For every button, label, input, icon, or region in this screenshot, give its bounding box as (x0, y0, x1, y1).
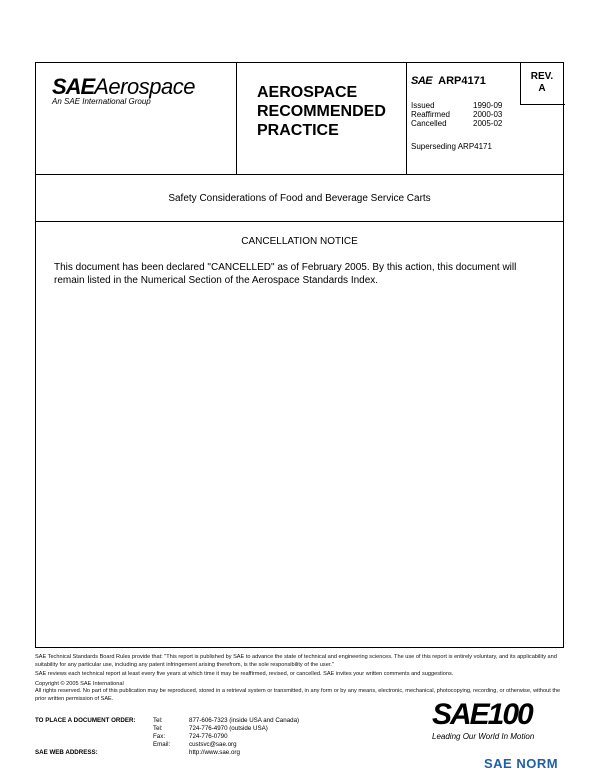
date-row: Issued 1990-09 (411, 101, 503, 110)
email-link[interactable]: custsvc@sae.org (189, 741, 237, 748)
fax-number: 724-776-0790 (189, 733, 228, 740)
cancellation-body: This document has been declared "CANCELLED" as of February 2005. By this action, this document will remain listed in the Numerical Section of the Aerospace Standards Index. (54, 262, 517, 286)
doc-type-line: PRACTICE (257, 122, 339, 139)
logo-aerospace-text: Aerospace (94, 74, 195, 99)
logo-divider (236, 63, 237, 174)
phone-link[interactable]: 724-776-4970 (outside USA) (189, 725, 268, 732)
footer-paragraph: SAE Technical Standards Board Rules provide that: "This report is published by SAE to advance the state of technical and engineering sciences. The use of this report is entirely voluntary, and its applicability and suitability for any particular use, including any patent infringement arising therefrom, is the sole responsibility of the user." (35, 654, 557, 668)
order-label: TO PLACE A DOCUMENT ORDER: (35, 717, 136, 724)
rev-bottom-divider (520, 104, 565, 105)
sae-aerospace-logo (52, 75, 195, 106)
document-dates (411, 101, 502, 128)
footer-paragraph: All rights reserved. No part of this publication may be reproduced, stored in a retrieval system or transmitted, in any form or by any means, electronic, mechanical, photocopying, recording, or otherwise, without the prior written permission of SAE. (35, 688, 561, 702)
sae100-text: SAE100 (432, 698, 532, 731)
sae100-logo (432, 700, 567, 741)
web-link[interactable]: http://www.sae.org (189, 749, 240, 756)
doc-type-line: RECOMMENDED (257, 103, 386, 120)
logo-sae-text: SAE (52, 74, 95, 99)
footer-copyright: Copyright © 2005 SAE International (35, 680, 124, 687)
title-divider (36, 221, 563, 222)
doc-type-line: AEROSPACE (257, 84, 358, 101)
brand-slogan: Leading Our World In Motion (432, 732, 535, 741)
document-number: ARP4171 (438, 75, 486, 87)
phone-link[interactable]: 877-606-7323 (inside USA and Canada) (189, 717, 300, 724)
rev-value: A (538, 83, 546, 94)
rev-label: REV. (530, 71, 554, 82)
footer-paragraph: SAE reviews each technical report at least every five years at which time it may be reaffirmed, revised, or cancelled. SAE invites your written comments and suggestions. (35, 671, 454, 677)
revision-box (520, 71, 564, 95)
document-type (257, 83, 386, 140)
document-info (411, 75, 502, 151)
web-label: SAE WEB ADDRESS: (35, 749, 98, 756)
document-title: Safety Considerations of Food and Beverage Service Carts (168, 193, 431, 204)
document-number-row (411, 75, 502, 87)
logo-subtitle: An SAE International Group (52, 97, 151, 106)
superseding-note: Superseding ARP4171 (411, 142, 492, 151)
document-frame (35, 62, 564, 648)
order-info: TO PLACE A DOCUMENT ORDER: Tel: 877-606-7323 (inside USA and Canada) Tel: 724-776-4970 (outside USA) Fax: 724-776-0790 Email: custsvc@sae.org SAE WEB ADDRESS: http://www.sae.org (35, 717, 300, 756)
sae-mark-icon: SAE (411, 75, 433, 87)
date-row: Cancelled 2005-02 (411, 119, 503, 128)
date-row: Reaffirmed 2000-03 (411, 110, 503, 119)
sae-norm-watermark: SAE NORM (484, 756, 559, 771)
cancellation-heading: CANCELLATION NOTICE (241, 236, 358, 247)
header-divider (36, 174, 563, 175)
doctype-divider (406, 63, 407, 174)
